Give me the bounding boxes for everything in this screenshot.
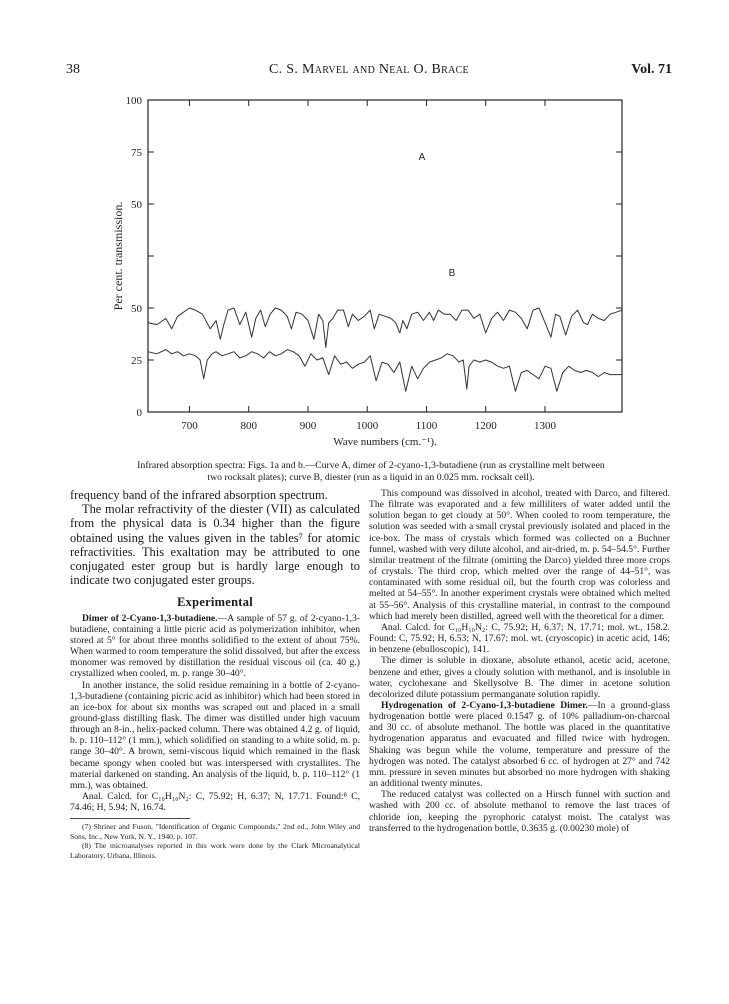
x-tick-label: 700 bbox=[181, 420, 198, 432]
x-tick-label: 800 bbox=[240, 420, 257, 432]
paragraph: This compound was dissolved in alcohol, treated with Darco, and filtered. The filtrate was evaporated and a few milliliters of water added until the solution began to get cloudy at 50°. When cooled to room temperature, the solution was seeded with a small crystal previously isolated and placed in the ice-box. The mass of crystals which formed was collected on a Buchner funnel, washed with very dilute alcohol, and air-dried, m. p. 54–54.5°. Further similar treatment of the filtrate (omitting the Darco) yielded three more crops of crystals. The third crop, which melted over the range of 44–51°, was contaminated with some residual oil, but the fourth crop was colorless and melted at 54–55°. In another experiment crystals were obtained which melted at 55–56°. Analysis of this crystalline material, in contrast to the compound which had merely been distilled, agreed well with the theoretical for a dimer. bbox=[369, 488, 670, 622]
curve-label-b: B bbox=[448, 268, 456, 279]
paragraph bbox=[369, 700, 670, 789]
paragraph bbox=[70, 613, 360, 680]
y-tick-label: 0 bbox=[136, 407, 142, 419]
paragraph-body: —A sample of 57 g. of 2-cyano-1,3-butadiene, containing a little picric acid as polymerization inhibitor, when stored at 5° for about three months solidified to the extent of about 75%. When warmed to room temperature the solid dissolved, but after the excess monomer was removed by distillation the residual viscous oil (ca. 40 g.) crystallized when cooled, m. p. range 30–40°. bbox=[70, 612, 360, 680]
paragraph: frequency band of the infrared absorption spectrum. bbox=[70, 488, 328, 502]
y-tick-label: 50 bbox=[131, 199, 142, 211]
x-tick-label: 1200 bbox=[474, 420, 497, 432]
caption-line-1: Infrared absorption spectra: Figs. 1a and b.—Curve A, dimer of 2-cyano-1,3-butadiene (run as crystalline melt between bbox=[137, 460, 605, 471]
paragraph: The molar refractivity of the diester (VII) as calculated from the physical data is 0.34 higher than the figure obtained using the values given in the tables⁷ for atomic refractivities. This exaltation may be attributed to one conjugated ester group but is hardly large enough to indicate two conjugated ester groups. bbox=[70, 502, 360, 588]
analysis-line: Anal. Calcd. for C₁₀H₁₀N₂: C, 75.92; H, 6.37; N, 17.71; mol. wt., 158.2. Found: C, 75.92; H, 6.53; N, 17.67; mol. wt. (cryoscopic) in acetic acid, 146; in benzene (ebulloscopic), 141. bbox=[369, 621, 670, 656]
paragraph: In another instance, the solid residue remaining in a bottle of 2-cyano-1,3-butadiene (containing picric acid as inhibitor) which had been stored in an ice-box for about six months was scraped out and placed in a small ground-glass distilling flask. The dimer was distilled under high vacuum through an 8-in., helix-packed column. There was obtained 4.2 g. of liquid, b. p. 110–112° (1 mm.), which solidified on standing to a white solid, m. p. range 30–40°. A brown, semi-viscous liquid which remained in the flask became spongy when cooled but was interspersed with crystallites. The material darkened on standing. An analysis of the liquid, b. p. 110–112° (1 mm.), was obtained. bbox=[70, 679, 360, 791]
figure-caption bbox=[66, 460, 676, 484]
page-header bbox=[66, 62, 672, 80]
paragraph: The reduced catalyst was collected on a Hirsch funnel with suction and washed with 200 cc. of absolute methanol to remove the last traces of chloride ion, keeping the pyrophoric catalyst moist. The catalyst was transferred to the hydrogenation bottle, 0.3635 g. (0.00230 mole) of bbox=[369, 789, 670, 834]
series-line-b bbox=[148, 350, 622, 392]
plot-frame bbox=[148, 100, 622, 412]
footnote-rule bbox=[70, 818, 190, 819]
infrared-spectra-chart bbox=[62, 90, 642, 458]
run-in-heading: Dimer of 2-Cyano-1,3-butadiene. bbox=[82, 612, 218, 624]
running-title: C. S. Marvel and Neal O. Brace bbox=[269, 62, 469, 77]
x-axis-label: Wave numbers (cm.⁻¹). bbox=[333, 436, 437, 448]
y-tick-label: 50 bbox=[131, 303, 142, 315]
run-in-heading: Hydrogenation of 2-Cyano-1,3-butadiene Dimer. bbox=[381, 699, 588, 711]
x-tick-label: 1100 bbox=[415, 420, 438, 432]
x-tick-label: 1000 bbox=[356, 420, 379, 432]
section-heading: Experimental bbox=[177, 595, 253, 610]
page-number: 38 bbox=[66, 62, 80, 77]
paragraph: The dimer is soluble in dioxane, absolute ethanol, acetic acid, acetone, benzene and ether, gives a cloudy solution with methanol, and is insoluble in water, cyclohexane and Skellysolve B. The dimer in acetone solution decolorized dilute potassium permanganate solution rapidly. bbox=[369, 655, 670, 700]
x-tick-label: 1300 bbox=[533, 420, 556, 432]
analysis-line: Anal. Calcd. for C₁₀H₁₀N₂: C, 75.92; H, 6.37; N, 17.71. Found:⁸ C, 74.46; H, 5.94; N, 16.74. bbox=[70, 791, 360, 814]
left-column bbox=[70, 488, 360, 860]
y-tick-label: 25 bbox=[131, 355, 142, 367]
volume-label: Vol. 71 bbox=[631, 62, 672, 77]
curve-label-a: A bbox=[418, 152, 426, 163]
x-tick-label: 900 bbox=[299, 420, 317, 432]
footnote: (8) The microanalyses reported in this work were done by the Clark Microanalytical Laboratory, Urbana, Illinois. bbox=[70, 841, 360, 860]
series-line-a bbox=[148, 308, 622, 348]
y-tick-label: 100 bbox=[125, 95, 142, 107]
right-column bbox=[369, 488, 670, 834]
paragraph-body: —In a ground-glass hydrogenation bottle were placed 0.1547 g. of 10% palladium-on-charcoal and 30 cc. of absolute methanol. The bottle was placed in the quantitative hydrogenation apparatus and evacuated and filled twice with hydrogen. Shaking was begun while the volume, temperature and pressure of the hydrogen was noted. The catalyst absorbed 6 cc. of hydrogen at 27° and 742 mm. pressure in seven minutes but absorbed no more hydrogen with shaking an additional twenty minutes. bbox=[369, 699, 670, 790]
footnote: (7) Shriner and Fuson, "Identification of Organic Compounds," 2nd ed., John Wiley and Sons, Inc., New York, N. Y., 1940, p. 107. bbox=[70, 822, 360, 841]
y-tick-label: 75 bbox=[131, 147, 142, 159]
y-axis-label: Per cent. transmission. bbox=[111, 201, 125, 311]
caption-line-2: two rocksalt plates); curve B, diester (run as a liquid in an 0.025 mm. rocksalt cell). bbox=[207, 472, 535, 483]
